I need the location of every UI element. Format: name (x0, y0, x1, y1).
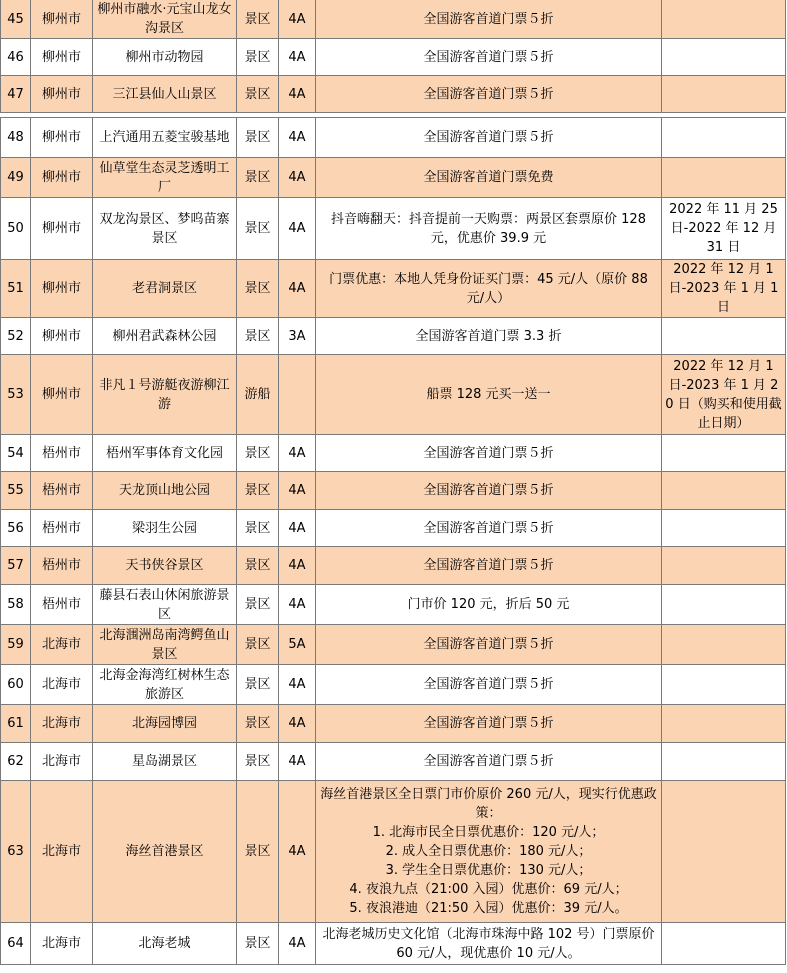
date-cell (662, 781, 786, 923)
level-cell: 4A (279, 198, 316, 260)
offer-cell: 全国游客首道门票５折 (316, 743, 662, 781)
date-cell (662, 118, 786, 158)
level-cell: 4A (279, 705, 316, 743)
type-cell: 景区 (237, 0, 279, 39)
row-number-cell: 45 (1, 0, 31, 39)
offer-cell: 全国游客首道门票 3.3 折 (316, 318, 662, 355)
city-cell: 梧州市 (31, 585, 93, 625)
scenic-spot-name-cell: 梁羽生公园 (93, 510, 237, 547)
offer-cell: 全国游客首道门票５折 (316, 472, 662, 510)
offer-line: 2. 成人全日票优惠价：180 元/人； (385, 844, 592, 859)
level-cell: 4A (279, 743, 316, 781)
table-row (1, 625, 786, 665)
row-number-cell: 63 (1, 781, 31, 923)
city-cell: 柳州市 (31, 39, 93, 76)
type-cell: 景区 (237, 260, 279, 318)
scenic-spot-name-cell: 海丝首港景区 (93, 781, 237, 923)
row-number-cell: 50 (1, 198, 31, 260)
type-cell: 景区 (237, 76, 279, 113)
scenic-spot-name-cell: 非凡１号游艇夜游柳江游 (93, 355, 237, 435)
scenic-spot-name-cell: 柳州市动物园 (93, 39, 237, 76)
date-cell (662, 0, 786, 39)
level-cell (279, 355, 316, 435)
type-cell: 游船 (237, 355, 279, 435)
offer-cell (316, 781, 662, 923)
table-row (1, 435, 786, 472)
date-cell: 2022 年 12 月 1 日-2023 年 1 月 1 日 (662, 260, 786, 318)
offer-cell: 全国游客首道门票５折 (316, 39, 662, 76)
level-cell: 4A (279, 0, 316, 39)
offer-cell: 门票优惠：本地人凭身份证买门票：45 元/人（原价 88 元/人） (316, 260, 662, 318)
table-row (1, 76, 786, 113)
offer-line: 1. 北海市民全日票优惠价：120 元/人； (372, 825, 605, 840)
row-number-cell: 47 (1, 76, 31, 113)
date-cell: 2022 年 11 月 25 日-2022 年 12 月 31 日 (662, 198, 786, 260)
city-cell: 梧州市 (31, 510, 93, 547)
table-row (1, 158, 786, 198)
offer-cell: 北海老城历史文化馆（北海市珠海中路 102 号）门票原价 60 元/人，现优惠价 10 元/人。 (316, 923, 662, 965)
table-row (1, 472, 786, 510)
row-number-cell: 48 (1, 118, 31, 158)
row-number-cell: 51 (1, 260, 31, 318)
city-cell: 北海市 (31, 705, 93, 743)
date-cell (662, 39, 786, 76)
table-row (1, 743, 786, 781)
type-cell: 景区 (237, 435, 279, 472)
type-cell: 景区 (237, 158, 279, 198)
row-number-cell: 62 (1, 743, 31, 781)
scenic-spot-name-cell: 老君洞景区 (93, 260, 237, 318)
date-cell (662, 625, 786, 665)
level-cell: 4A (279, 158, 316, 198)
table-row (1, 260, 786, 318)
row-number-cell: 61 (1, 705, 31, 743)
level-cell: 3A (279, 318, 316, 355)
row-number-cell: 54 (1, 435, 31, 472)
scenic-spot-name-cell: 仙草堂生态灵芝透明工厂 (93, 158, 237, 198)
row-number-cell: 46 (1, 39, 31, 76)
date-cell (662, 743, 786, 781)
city-cell: 柳州市 (31, 158, 93, 198)
city-cell: 柳州市 (31, 76, 93, 113)
date-cell (662, 923, 786, 965)
city-cell: 北海市 (31, 665, 93, 705)
table-row (1, 318, 786, 355)
date-cell (662, 585, 786, 625)
scenic-spot-name-cell: 柳州市融水·元宝山龙女沟景区 (93, 0, 237, 39)
city-cell: 梧州市 (31, 472, 93, 510)
offer-line: 海丝首港景区全日票门市价原价 260 元/人，现实行优惠政策： (320, 787, 657, 821)
offer-line: 4. 夜浪九点（21:00 入园）优惠价：69 元/人； (349, 882, 628, 897)
type-cell: 景区 (237, 198, 279, 260)
level-cell: 4A (279, 39, 316, 76)
type-cell: 景区 (237, 705, 279, 743)
table-row (1, 781, 786, 923)
city-cell: 柳州市 (31, 198, 93, 260)
table-row (1, 705, 786, 743)
level-cell: 4A (279, 472, 316, 510)
city-cell: 梧州市 (31, 547, 93, 585)
date-cell (662, 76, 786, 113)
offer-cell: 全国游客首道门票免费 (316, 158, 662, 198)
type-cell: 景区 (237, 585, 279, 625)
level-cell: 5A (279, 625, 316, 665)
offer-line: 5. 夜浪港迪（21:50 入园）优惠价：39 元/人。 (349, 901, 628, 916)
city-cell: 北海市 (31, 781, 93, 923)
offer-cell: 全国游客首道门票５折 (316, 510, 662, 547)
date-cell (662, 472, 786, 510)
date-cell: 2022 年 12 月 1 日-2023 年 1 月 20 日（购买和使用截止日期） (662, 355, 786, 435)
scenic-spot-name-cell: 北海金海湾红树林生态旅游区 (93, 665, 237, 705)
offer-cell: 船票 128 元买一送一 (316, 355, 662, 435)
offer-cell: 全国游客首道门票５折 (316, 435, 662, 472)
level-cell: 4A (279, 585, 316, 625)
type-cell: 景区 (237, 923, 279, 965)
city-cell: 柳州市 (31, 118, 93, 158)
type-cell: 景区 (237, 318, 279, 355)
offer-cell: 全国游客首道门票５折 (316, 625, 662, 665)
offer-cell: 全国游客首道门票５折 (316, 118, 662, 158)
table-row (1, 118, 786, 158)
date-cell (662, 665, 786, 705)
discount-table-part-2 (0, 117, 786, 965)
offer-cell: 全国游客首道门票５折 (316, 0, 662, 39)
table-body-part-1 (1, 0, 786, 113)
scenic-spot-name-cell: 北海涠洲岛南湾鳄鱼山景区 (93, 625, 237, 665)
date-cell (662, 510, 786, 547)
type-cell: 景区 (237, 781, 279, 923)
scenic-spot-name-cell: 藤县石表山休闲旅游景区 (93, 585, 237, 625)
table-row (1, 355, 786, 435)
scenic-spot-name-cell: 上汽通用五菱宝骏基地 (93, 118, 237, 158)
level-cell: 4A (279, 781, 316, 923)
city-cell: 柳州市 (31, 318, 93, 355)
type-cell: 景区 (237, 118, 279, 158)
scenic-spot-name-cell: 星岛湖景区 (93, 743, 237, 781)
table-row (1, 39, 786, 76)
scenic-spot-name-cell: 天龙顶山地公园 (93, 472, 237, 510)
row-number-cell: 55 (1, 472, 31, 510)
scenic-spot-name-cell: 双龙沟景区、梦呜苗寨景区 (93, 198, 237, 260)
offer-line: 3. 学生全日票优惠价：130 元/人； (385, 863, 592, 878)
city-cell: 柳州市 (31, 355, 93, 435)
date-cell (662, 435, 786, 472)
row-number-cell: 57 (1, 547, 31, 585)
row-number-cell: 52 (1, 318, 31, 355)
city-cell: 柳州市 (31, 260, 93, 318)
city-cell: 梧州市 (31, 435, 93, 472)
offer-cell: 抖音嗨翻天：抖音提前一天购票：两景区套票原价 128 元，优惠价 39.9 元 (316, 198, 662, 260)
level-cell: 4A (279, 260, 316, 318)
city-cell: 北海市 (31, 923, 93, 965)
level-cell: 4A (279, 547, 316, 585)
row-number-cell: 53 (1, 355, 31, 435)
level-cell: 4A (279, 510, 316, 547)
row-number-cell: 56 (1, 510, 31, 547)
scenic-spot-name-cell: 北海园博园 (93, 705, 237, 743)
city-cell: 北海市 (31, 625, 93, 665)
row-number-cell: 60 (1, 665, 31, 705)
date-cell (662, 158, 786, 198)
table-row (1, 510, 786, 547)
row-number-cell: 64 (1, 923, 31, 965)
table-row (1, 198, 786, 260)
discount-table-part-1 (0, 0, 786, 113)
city-cell: 北海市 (31, 743, 93, 781)
offer-cell: 全国游客首道门票５折 (316, 665, 662, 705)
table-row (1, 0, 786, 39)
scenic-spot-name-cell: 梧州军事体育文化园 (93, 435, 237, 472)
scenic-spot-name-cell: 柳州君武森林公园 (93, 318, 237, 355)
table-body-part-2 (1, 118, 786, 965)
scenic-spot-name-cell: 北海老城 (93, 923, 237, 965)
type-cell: 景区 (237, 743, 279, 781)
row-number-cell: 58 (1, 585, 31, 625)
type-cell: 景区 (237, 510, 279, 547)
level-cell: 4A (279, 118, 316, 158)
offer-cell: 全国游客首道门票５折 (316, 705, 662, 743)
level-cell: 4A (279, 665, 316, 705)
table-row (1, 923, 786, 965)
type-cell: 景区 (237, 625, 279, 665)
row-number-cell: 49 (1, 158, 31, 198)
scenic-spot-name-cell: 天书侠谷景区 (93, 547, 237, 585)
offer-cell: 全国游客首道门票５折 (316, 76, 662, 113)
table-row (1, 547, 786, 585)
date-cell (662, 705, 786, 743)
row-number-cell: 59 (1, 625, 31, 665)
type-cell: 景区 (237, 547, 279, 585)
type-cell: 景区 (237, 472, 279, 510)
offer-cell: 门市价 120 元，折后 50 元 (316, 585, 662, 625)
date-cell (662, 318, 786, 355)
table-row (1, 585, 786, 625)
level-cell: 4A (279, 76, 316, 113)
city-cell: 柳州市 (31, 0, 93, 39)
type-cell: 景区 (237, 665, 279, 705)
type-cell: 景区 (237, 39, 279, 76)
level-cell: 4A (279, 923, 316, 965)
level-cell: 4A (279, 435, 316, 472)
table-row (1, 665, 786, 705)
date-cell (662, 547, 786, 585)
scenic-spot-name-cell: 三江县仙人山景区 (93, 76, 237, 113)
offer-cell: 全国游客首道门票５折 (316, 547, 662, 585)
